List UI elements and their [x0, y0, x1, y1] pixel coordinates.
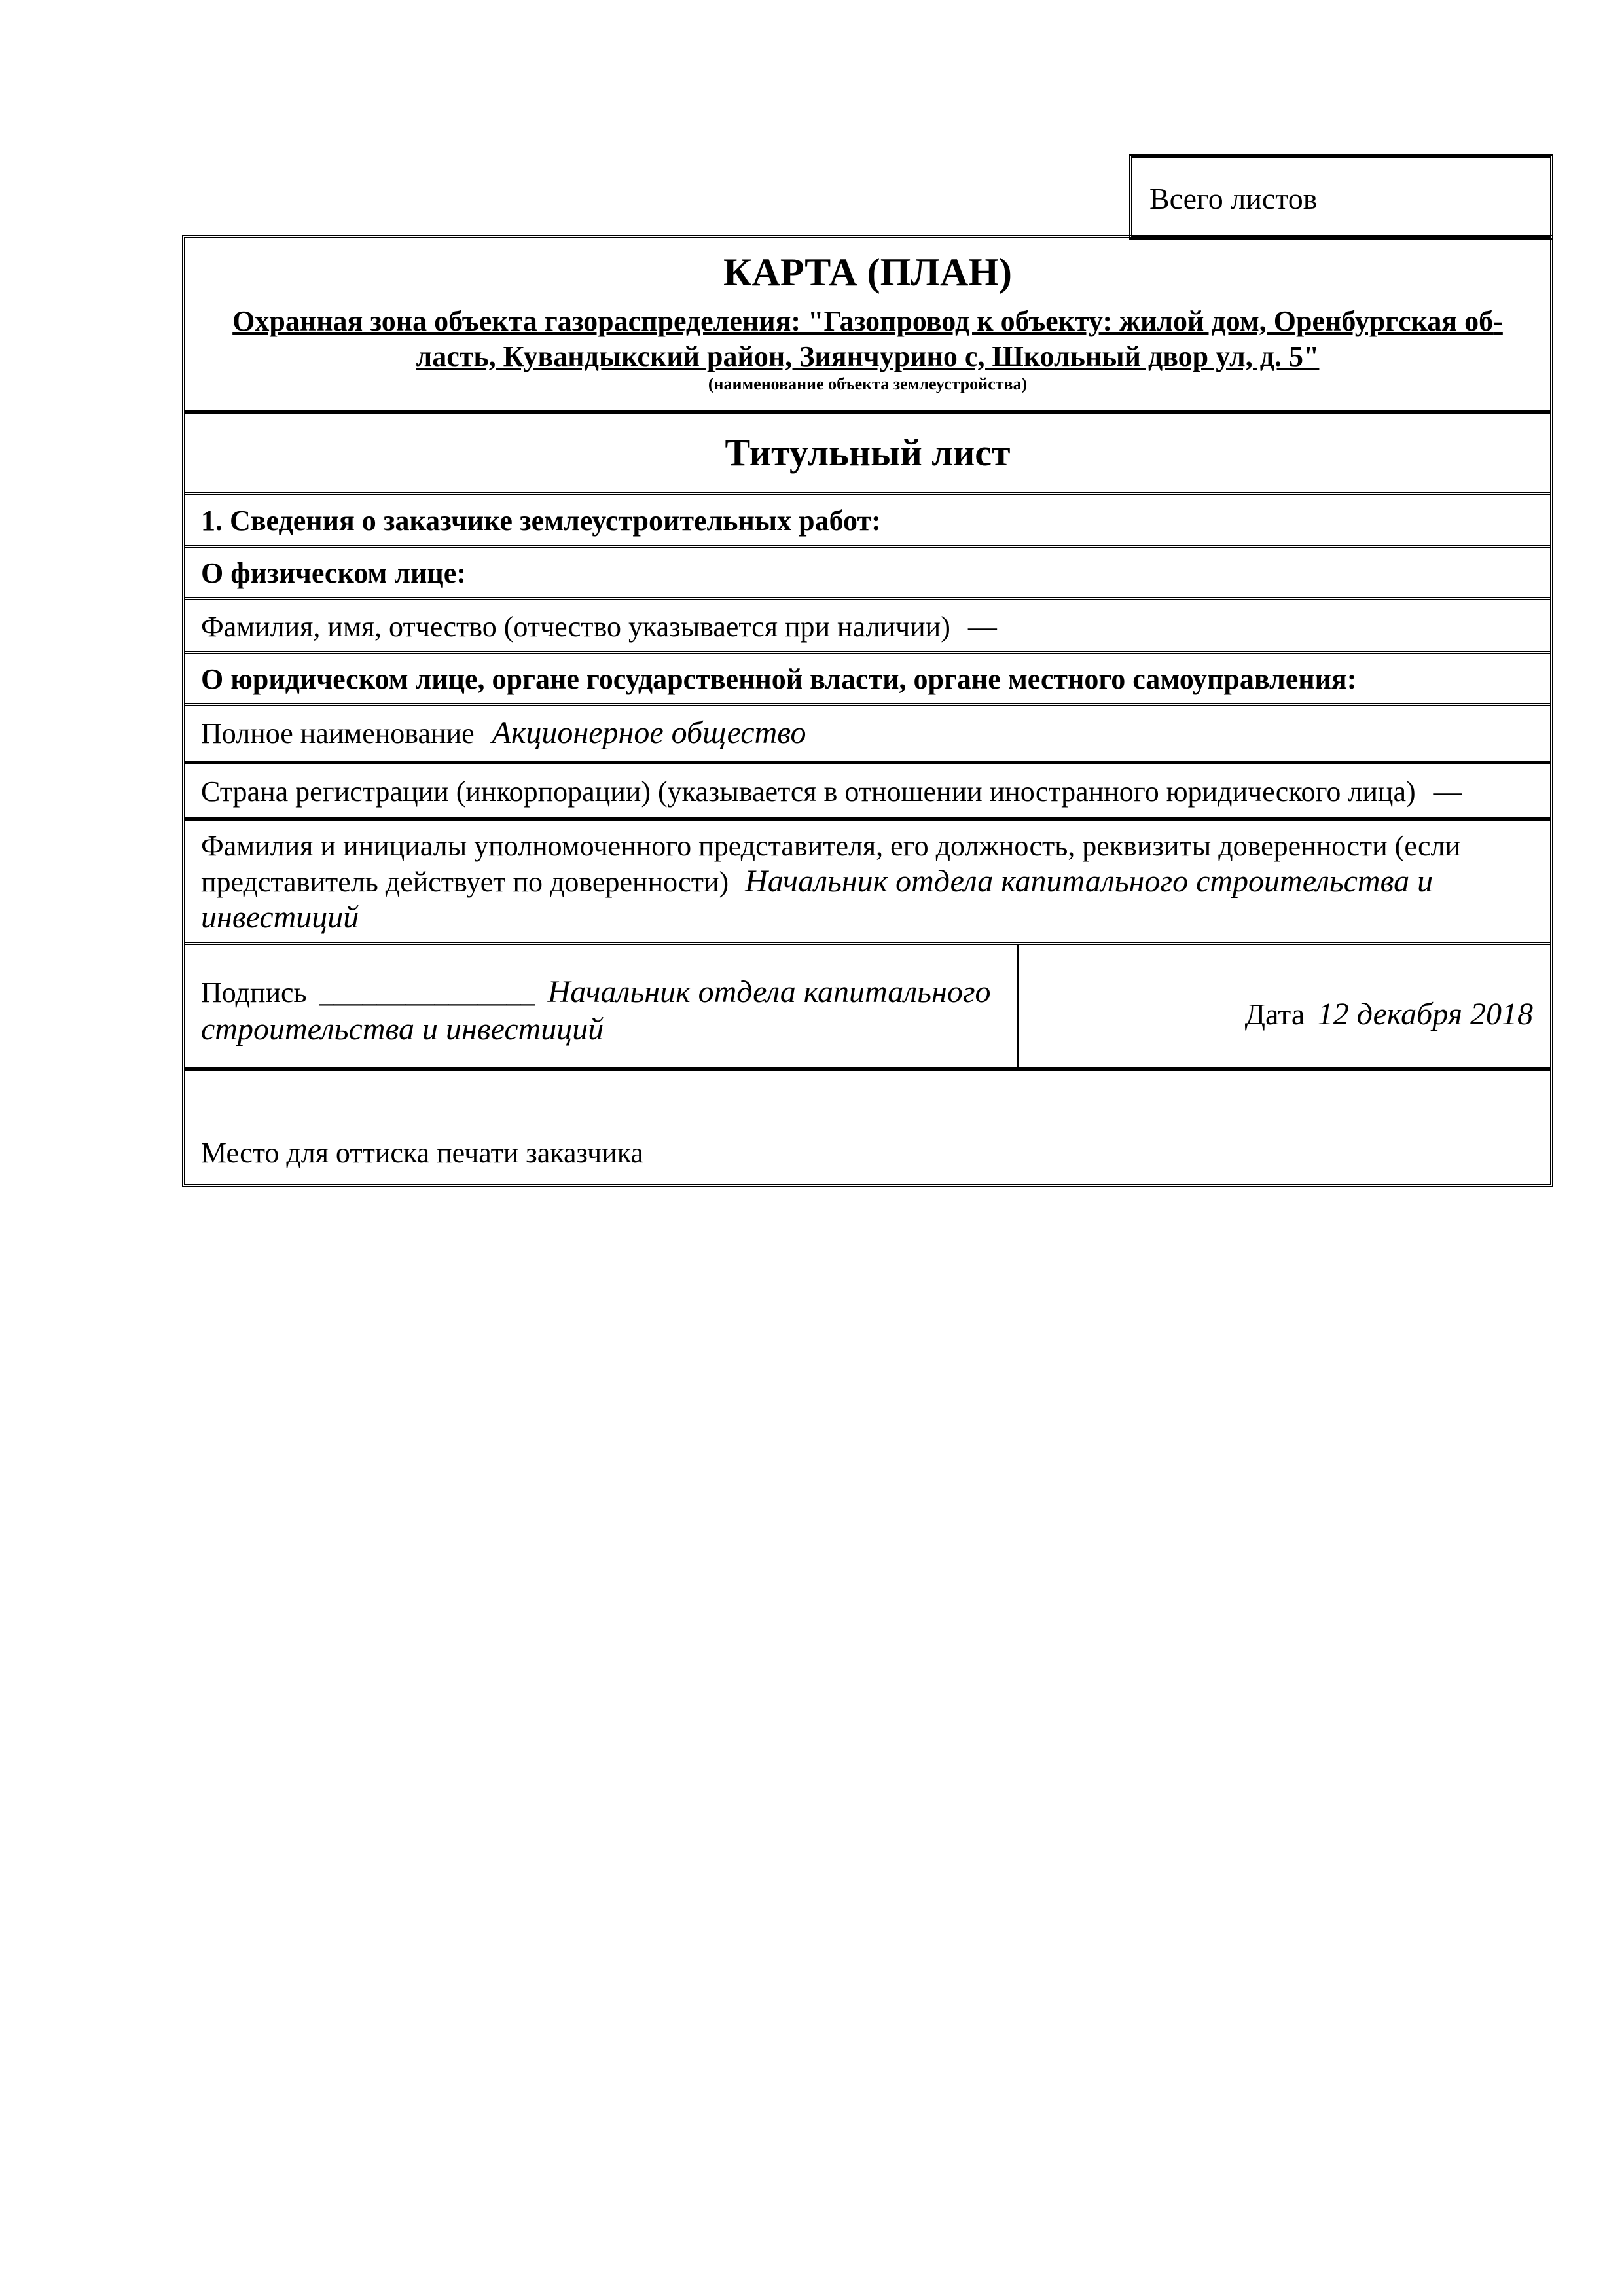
full-name-value: Акционерное общество [492, 715, 806, 750]
page-title: КАРТА (ПЛАН) [723, 251, 1012, 294]
signature-value: Начальник отдела капитального строительства и инвестиций [201, 975, 991, 1047]
representative-value: Начальник отдела капитального строительства и инвестиций [201, 864, 1434, 935]
individual-heading: О физическом лице: [201, 557, 466, 589]
customer-section-row [185, 492, 1550, 545]
total-sheets-box [1129, 154, 1553, 240]
title-sheet-heading: Титульный лист [725, 431, 1011, 474]
signature-divider [1017, 945, 1019, 1067]
country-value: — [1433, 776, 1462, 808]
individual-fio-row [185, 597, 1550, 651]
title-page-form [182, 235, 1553, 1187]
individual-fio-label: Фамилия, имя, отчество (отчество указывается при наличии) [201, 611, 950, 643]
individual-heading-row [185, 545, 1550, 597]
country-row [185, 761, 1550, 817]
representative-label: Фамилия и инициалы уполномоченного представителя, его должность, реквизиты доверенности (если представитель действует по доверенности) [201, 830, 1460, 898]
customer-section-title: 1. Сведения о заказчике землеустроительных работ: [201, 505, 881, 537]
representative [201, 829, 1534, 936]
individual-fio [201, 609, 1534, 645]
representative-row [185, 817, 1550, 942]
full-name-label: Полное наименование [201, 717, 475, 749]
individual-fio-value: — [967, 611, 997, 643]
total-sheets-label: Всего листов [1149, 182, 1318, 215]
stamp-row [185, 1067, 1550, 1184]
title-sheet-section [185, 410, 1550, 492]
date-value: 12 декабря 2018 [1317, 997, 1533, 1031]
legal-heading-row [185, 651, 1550, 703]
country-label: Страна регистрации (инкорпорации) (указывается в отношении иностранного юридического лица) [201, 776, 1416, 808]
signature-cell [201, 974, 1000, 1049]
signature-line: _______________ [319, 977, 535, 1009]
signature-label: Подпись [201, 977, 307, 1009]
full-name-row [185, 703, 1550, 761]
country [201, 774, 1534, 810]
object-name-caption: (наименование объекта землеустройства) [708, 374, 1028, 393]
signature-row [185, 942, 1550, 1067]
legal-heading: О юридическом лице, органе государственной власти, органе местного самоуправления: [201, 663, 1357, 695]
object-name: Охранная зона объекта газораспределения: "Газопровод к объекту: жилой дом, Оренбургская область, Кувандыкский район, Зиянчурино с, Школьный двор ул, д. 5" [232, 305, 1503, 372]
date-label: Дата [1244, 997, 1305, 1031]
full-name [201, 715, 1534, 751]
date-cell [1245, 996, 1533, 1032]
stamp-place-label: Место для оттиска печати заказчика [201, 1137, 643, 1169]
map-header-section [185, 238, 1550, 410]
